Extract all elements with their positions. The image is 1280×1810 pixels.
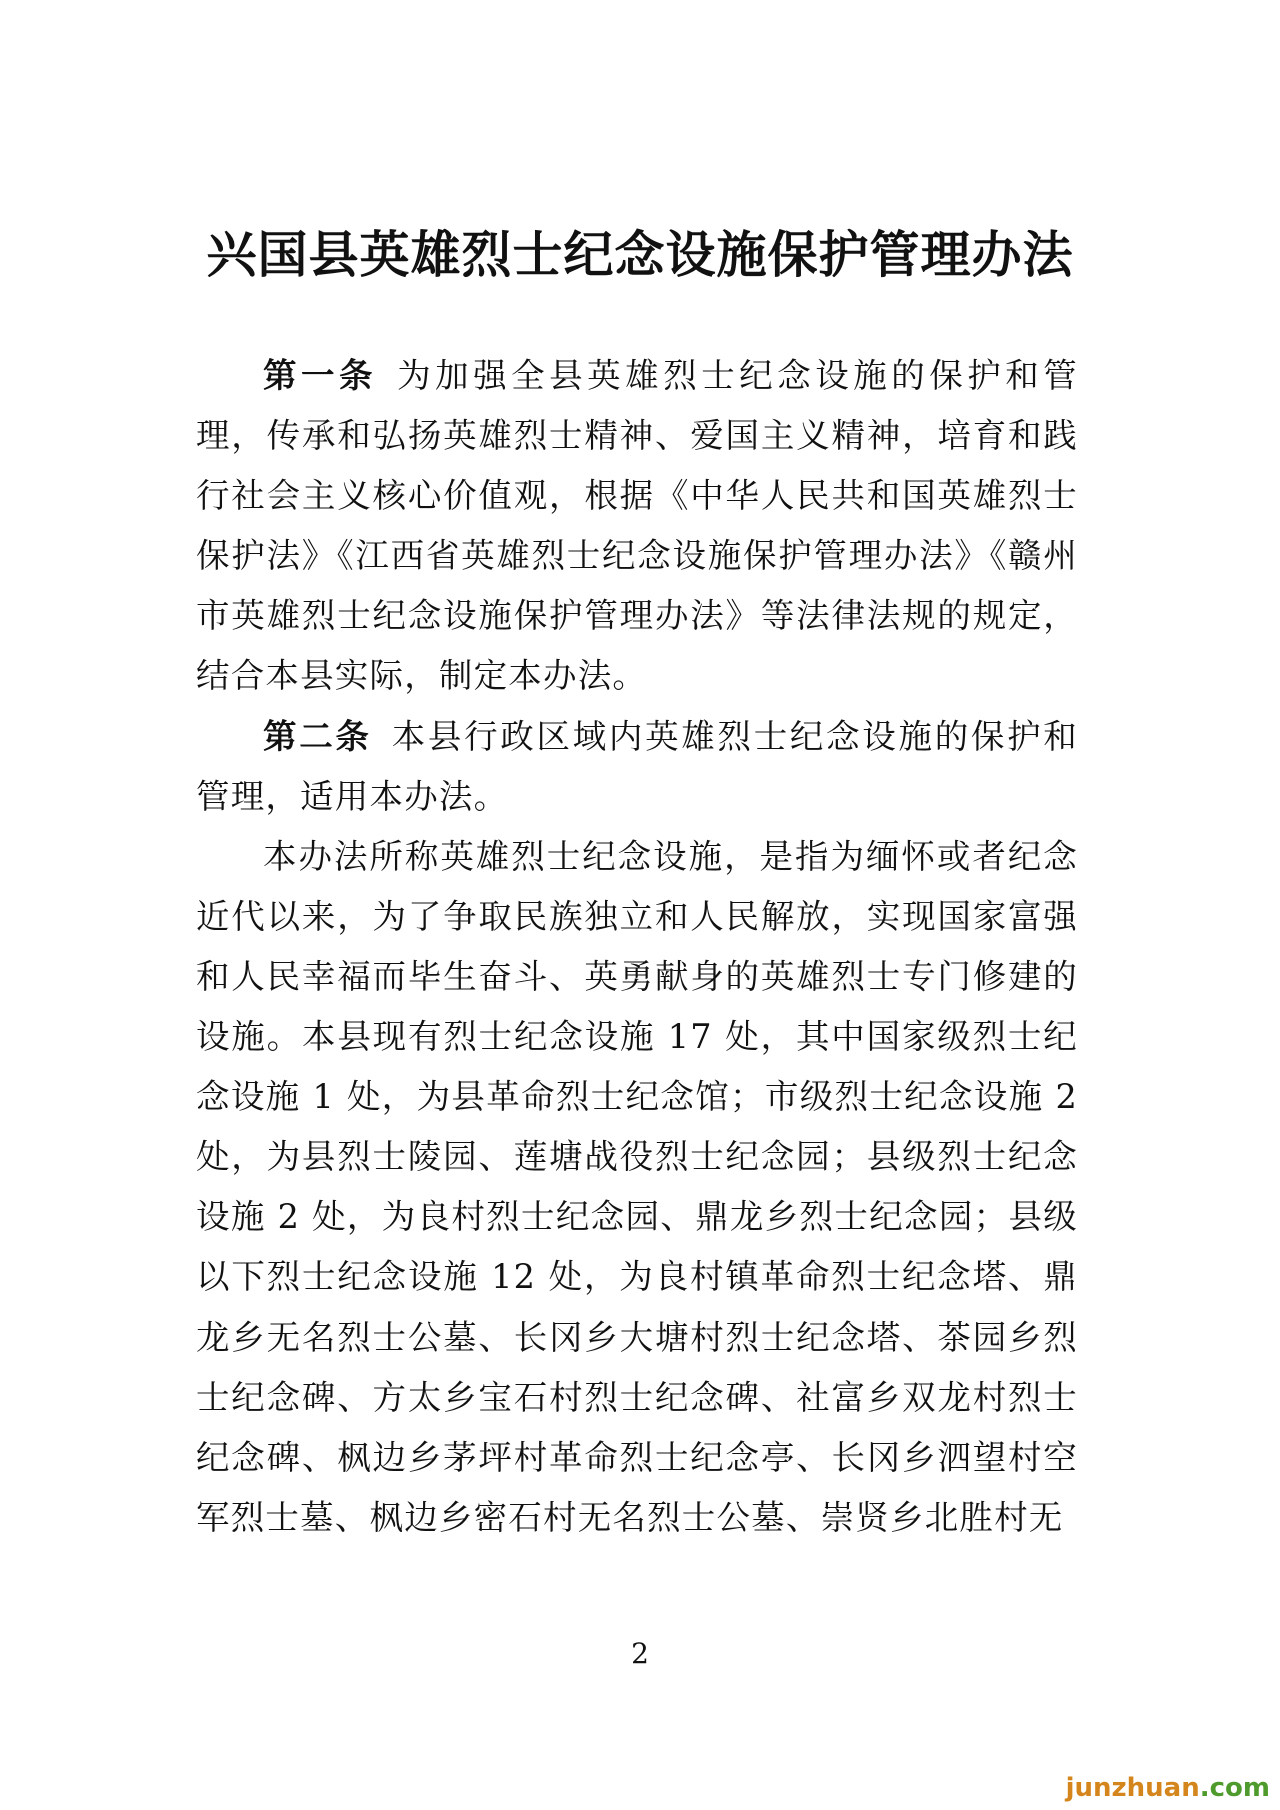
- document-title: 兴国县英雄烈士纪念设施保护管理办法: [206, 225, 1074, 284]
- article-2-text: 本县行政区域内英雄烈士纪念设施的保护和管理，适用本办法。: [196, 716, 1078, 816]
- article-1-text: 为加强全县英雄烈士纪念设施的保护和管理，传承和弘扬英雄烈士精神、爱国主义精神，培育和践行社会主义核心价值观，根据《中华人民共和国英雄烈士保护法》《江西省英雄烈士纪念设施保护管理办法》《赣州市英雄烈士纪念设施保护管理办法》等法律法规的规定，结合本县实际，制定本办法。: [196, 356, 1078, 696]
- article-2: [196, 707, 1078, 827]
- watermark-tld: com: [1209, 1773, 1270, 1803]
- paragraph-definition: 本办法所称英雄烈士纪念设施，是指为缅怀或者纪念近代以来，为了争取民族独立和人民解放，实现国家富强和人民幸福而毕生奋斗、英勇献身的英雄烈士专门修建的设施。本县现有烈士纪念设施 17 处，其中国家级烈士纪念设施 1 处，为县革命烈士纪念馆；市级烈士纪念设施 2 处，为县烈士陵园、莲塘战役烈士纪念园；县级烈士纪念设施 2 处，为良村烈士纪念园、鼎龙乡烈士纪念园；县级以下烈士纪念设施 12 处，为良村镇革命烈士纪念塔、鼎龙乡无名烈士公墓、长冈乡大塘村烈士纪念塔、茶园乡烈士纪念碑、方太乡宝石村烈士纪念碑、社富乡双龙村烈士纪念碑、枫边乡茅坪村革命烈士纪念亭、长冈乡泗望村空军烈士墓、枫边乡密石村无名烈士公墓、崇贤乡北胜村无: [196, 836, 1078, 1537]
- watermark-brand: junzhuan: [1065, 1773, 1200, 1803]
- document-body: [196, 346, 1078, 1548]
- article-1: [196, 346, 1078, 707]
- article-2-label: 第二条: [263, 716, 372, 756]
- watermark-dot: .: [1199, 1773, 1210, 1803]
- watermark-logo: [1066, 1772, 1270, 1804]
- page-number: 2: [631, 1637, 649, 1670]
- article-1-label: 第一条: [263, 356, 378, 395]
